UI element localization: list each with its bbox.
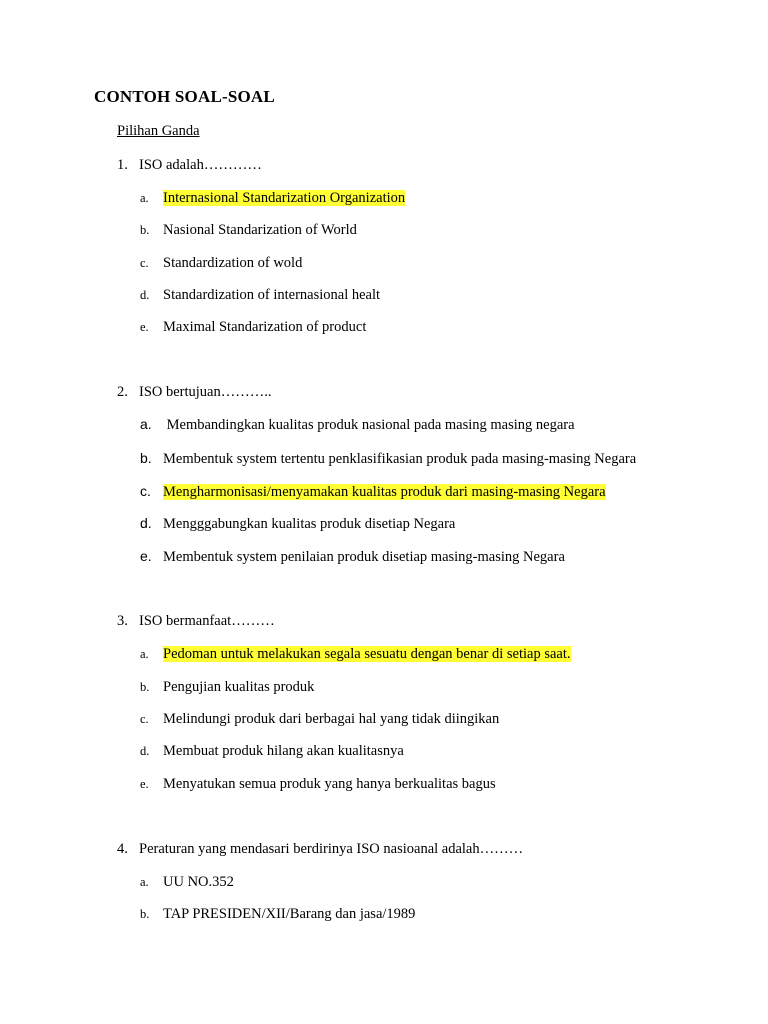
option-text-highlighted: Mengharmonisasi/menyamakan kualitas produk dari masing-masing Negara: [163, 484, 606, 500]
option-text: Standardization of wold: [163, 255, 303, 271]
option-letter: e.: [140, 777, 149, 791]
question-2: [117, 384, 272, 401]
option-text: Membentuk system tertentu penklasifikasian produk pada masing-masing Negara: [163, 451, 637, 467]
option-letter: d.: [140, 288, 150, 302]
option-letter: a.: [140, 875, 149, 889]
option-text: Mengggabungkan kualitas produk disetiap Negara: [163, 516, 456, 532]
option-text: Maximal Standarization of product: [163, 319, 367, 335]
option-text: Melindungi produk dari berbagai hal yang tidak diingikan: [163, 711, 500, 727]
q2-option-c: [140, 483, 606, 501]
option-letter: e.: [140, 320, 149, 334]
document-title: CONTOH SOAL-SOAL: [94, 87, 275, 106]
option-text: Membentuk system penilaian produk disetiap masing-masing Negara: [163, 549, 565, 565]
option-text: TAP PRESIDEN/XII/Barang dan jasa/1989: [163, 906, 416, 922]
question-number: 4.: [117, 841, 128, 857]
q3-option-a: [140, 646, 571, 663]
option-letter: c.: [140, 256, 149, 270]
option-letter: b.: [140, 450, 152, 466]
option-letter: a.: [140, 647, 149, 661]
option-letter: a.: [140, 191, 149, 205]
q1-option-b: [140, 222, 357, 239]
q3-option-e: [140, 776, 496, 793]
option-text: UU NO.352: [163, 874, 234, 890]
option-letter: c.: [140, 483, 151, 499]
option-text-highlighted: Internasional Standarization Organization: [163, 190, 406, 206]
option-letter: b.: [140, 223, 150, 237]
question-text: ISO adalah…………: [139, 157, 262, 173]
option-letter: b.: [140, 907, 150, 921]
q2-option-b: [140, 450, 636, 468]
option-text-highlighted: Pedoman untuk melakukan segala sesuatu dengan benar di setiap saat.: [163, 646, 571, 662]
section-label: Pilihan Ganda: [117, 123, 200, 139]
q4-option-b: [140, 906, 415, 923]
option-letter: d.: [140, 744, 150, 758]
option-text: Standardization of internasional healt: [163, 287, 381, 303]
option-letter: c.: [140, 712, 149, 726]
q2-option-d: [140, 515, 455, 533]
question-text: ISO bertujuan………..: [139, 384, 272, 400]
option-letter: b.: [140, 680, 150, 694]
option-letter: e.: [140, 548, 152, 564]
q2-option-e: [140, 548, 565, 566]
question-number: 3.: [117, 613, 128, 629]
option-text: Membuat produk hilang akan kualitasnya: [163, 743, 404, 759]
question-1: [117, 157, 262, 174]
option-letter: d.: [140, 515, 152, 531]
question-text: Peraturan yang mendasari berdirinya ISO nasioanal adalah………: [139, 841, 524, 857]
q4-option-a: [140, 874, 234, 891]
q3-option-d: [140, 743, 404, 760]
q1-option-e: [140, 319, 366, 336]
q1-option-c: [140, 255, 302, 272]
q1-option-d: [140, 287, 380, 304]
option-text: Nasional Standarization of World: [163, 222, 357, 238]
question-4: [117, 841, 523, 858]
q2-option-a: [140, 416, 575, 434]
q3-option-c: [140, 711, 499, 728]
option-text: Menyatukan semua produk yang hanya berkualitas bagus: [163, 776, 496, 792]
question-text: ISO bermanfaat………: [139, 613, 275, 629]
option-text: Membandingkan kualitas produk nasional pada masing masing negara: [163, 417, 575, 433]
q3-option-b: [140, 679, 314, 696]
question-number: 2.: [117, 384, 128, 400]
question-3: [117, 613, 275, 630]
question-number: 1.: [117, 157, 128, 173]
option-letter: a.: [140, 416, 152, 432]
q1-option-a: [140, 190, 405, 207]
option-text: Pengujian kualitas produk: [163, 679, 315, 695]
